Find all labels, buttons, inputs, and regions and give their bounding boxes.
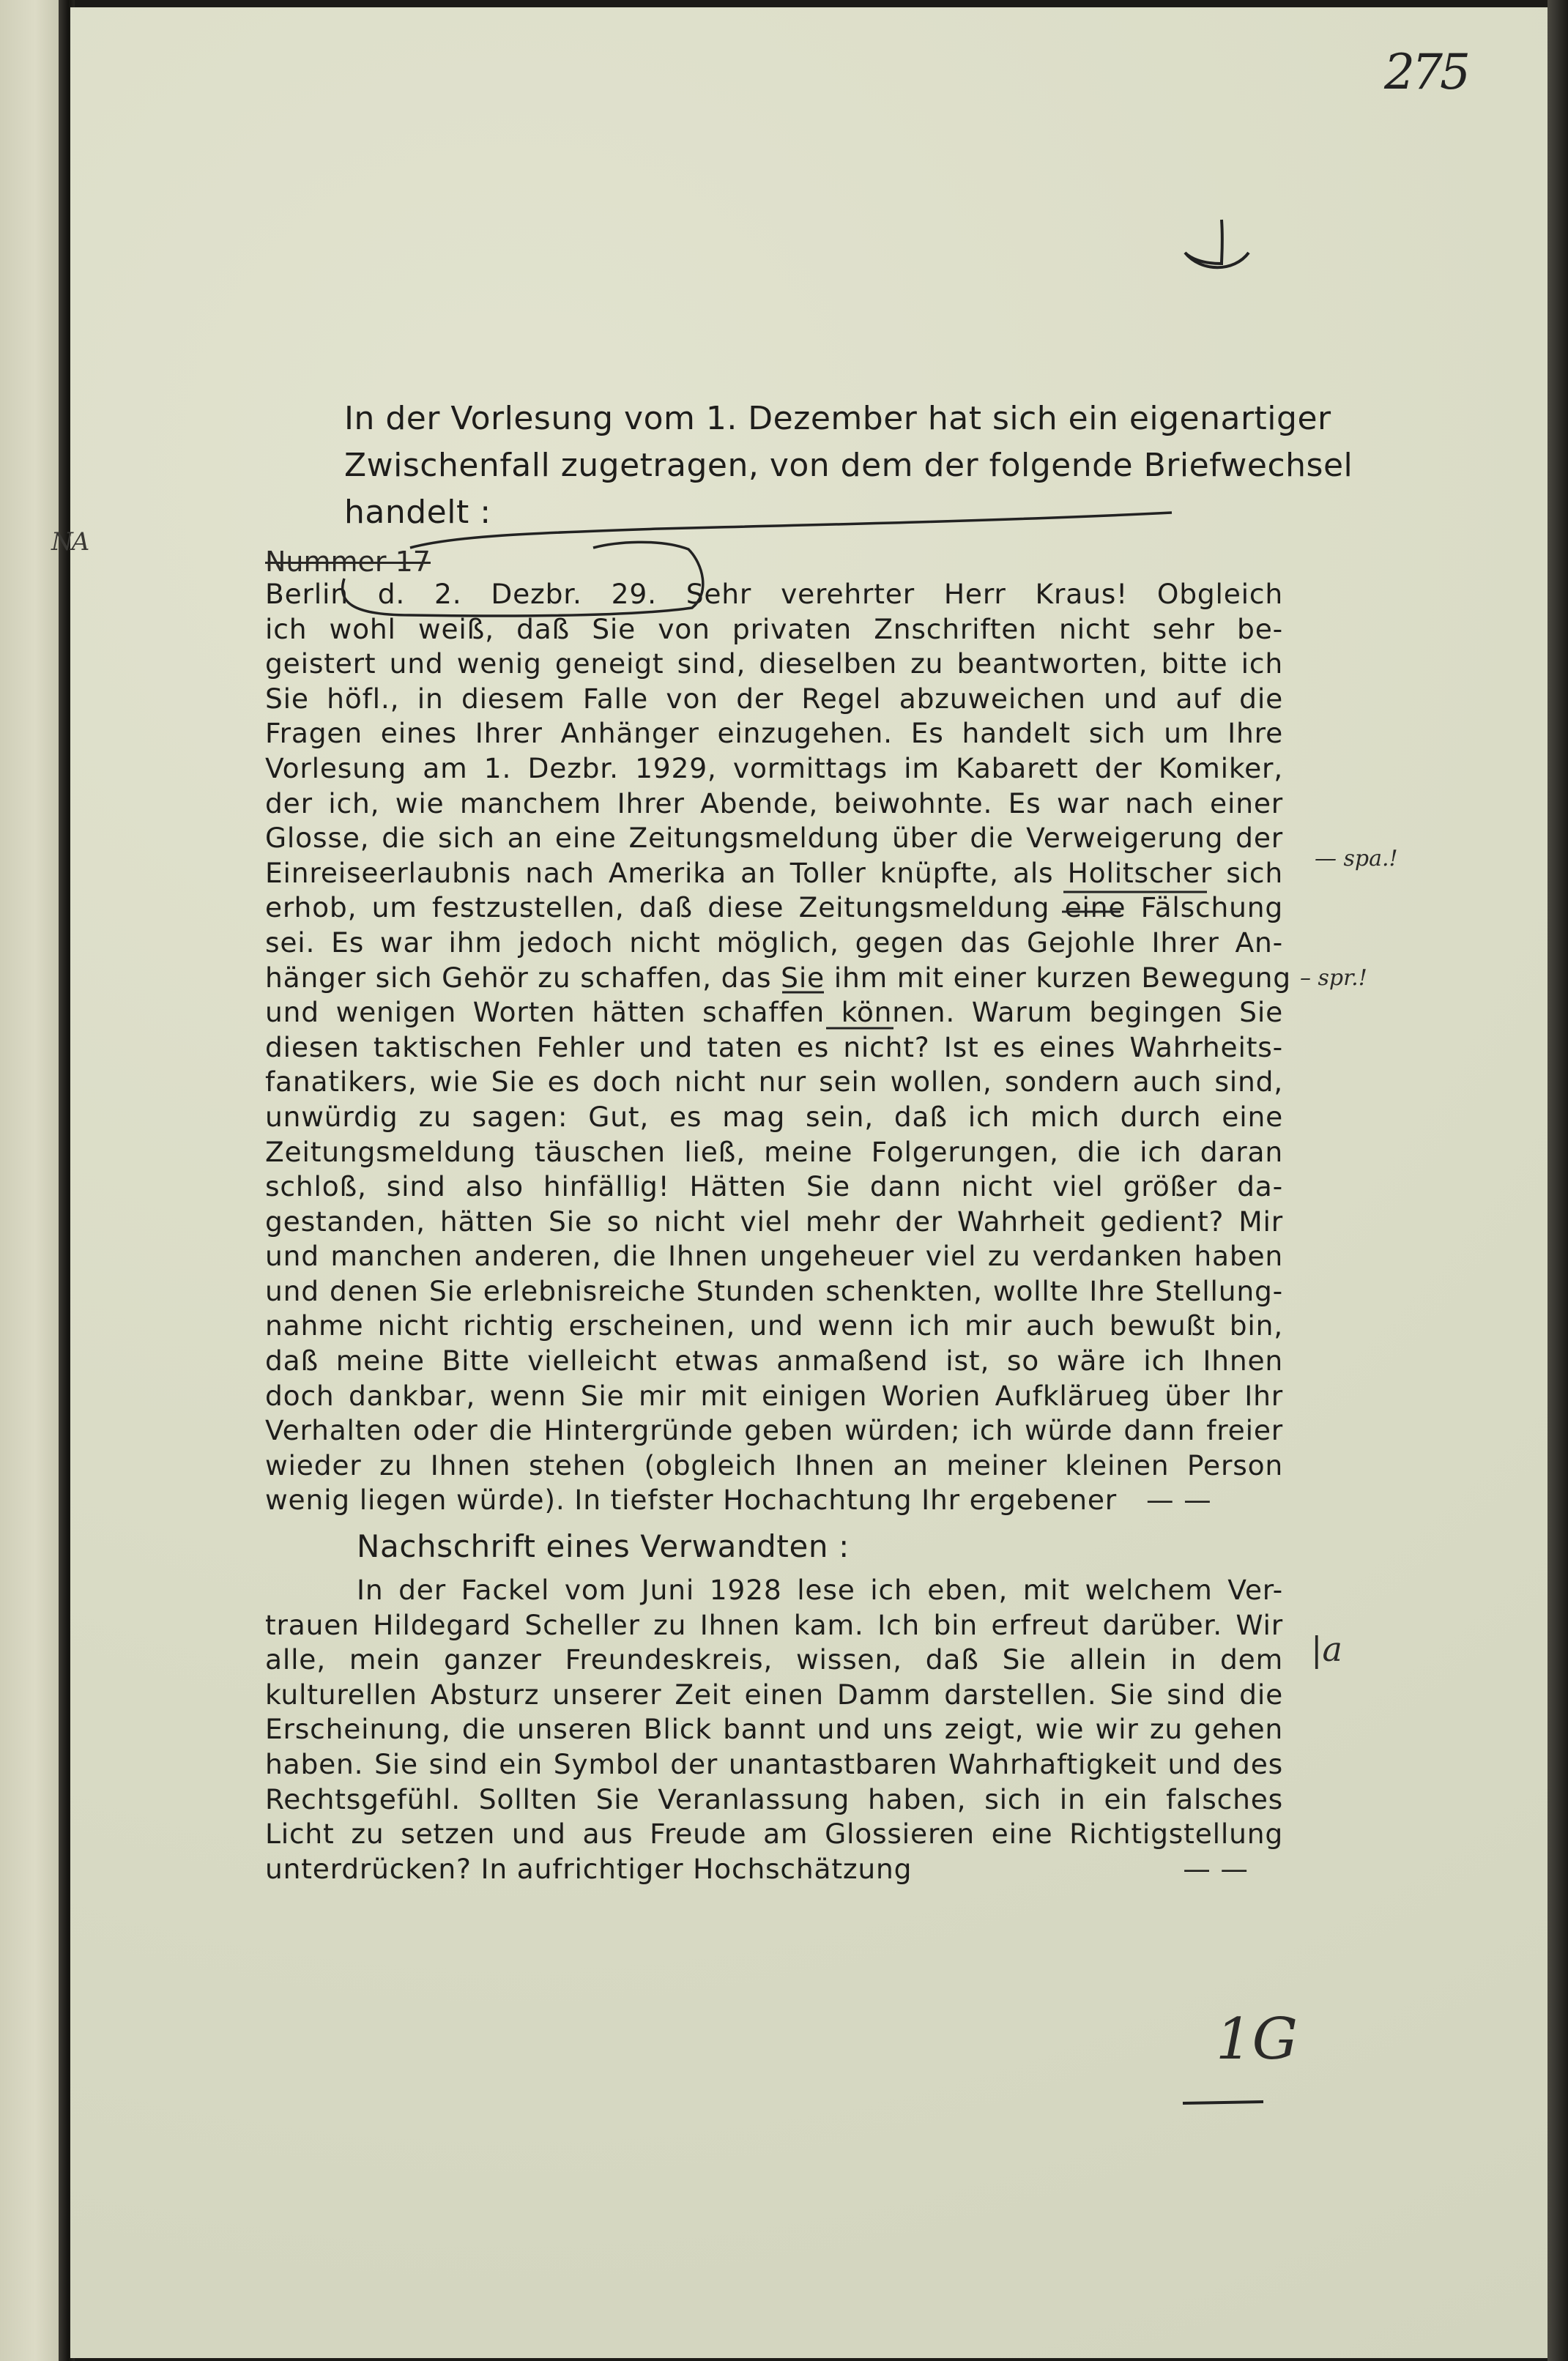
postscript-line-last [265, 1852, 1283, 1887]
letter-body [265, 577, 1291, 1518]
letter-line: wieder zu Ihnen stehen (obgleich Ihnen an meiner kleinen Person [265, 1449, 1283, 1481]
letter-dash: — — [1146, 1484, 1212, 1517]
letter-line: Fragen eines Ihrer Anhänger einzugehen. Es handelt sich um Ihre [265, 717, 1283, 750]
intro-line: Zwischenfall zugetragen, von dem der folgende Briefwechsel [344, 447, 1353, 484]
letter-line: erhob, um festzustellen, daß diese Zeitungsmeldung eine Fälschung [265, 891, 1283, 924]
letter-line: der ich, wie manchem Ihrer Abende, beiwohnte. Es war nach einer [265, 787, 1283, 819]
letter-line: doch dankbar, wenn Sie mir mit einigen Worien Aufkläruеg über Ihr [265, 1379, 1283, 1412]
letter-closing: wenig liegen würde). In tiefster Hochachtung Ihr ergebener [265, 1484, 1118, 1517]
letter-line: Einreiseerlaubnis nach Amerika an Toller knüpfte, als Holitscher sich [265, 856, 1283, 889]
letter-line: schloß, sind also hinfällig! Hätten Sie dann nicht viel größer da- [265, 1170, 1283, 1203]
letter-line: fanatikers, wie Sie es doch nicht nur sein wollen, sondern auch sind, [265, 1066, 1283, 1098]
letter-line: daß meine Bitte vielleicht etwas anmaßend ist, so wäre ich Ihnen [265, 1345, 1283, 1377]
letter-line: Berlin d. 2. Dezbr. 29. Sehr verehrter Herr Kraus! Obgleich [265, 578, 1283, 610]
intro-paragraph [344, 395, 1353, 536]
postscript-line: haben. Sie sind ein Symbol der unantastbaren Wahrhaftigkeit und des [265, 1747, 1283, 1780]
letter-line-last [265, 1483, 1283, 1518]
marginal-note-la: |a [1311, 1629, 1342, 1669]
marginal-note-right-1: — spa.! [1315, 846, 1398, 871]
marginal-note-left: NA [51, 527, 89, 557]
postscript-heading: Nachschrift eines Verwandten : [357, 1528, 850, 1564]
postscript-closing: unterdrücken? In aufrichtiger Hochschätzung [265, 1852, 913, 1885]
struck-heading: Nummer 17 [265, 546, 431, 578]
facing-page-edge [0, 0, 59, 2361]
marginal-note-right-2: – spr.! [1300, 965, 1367, 991]
letter-line: Sie höfl., in diesem Falle von der Regel abzuweichen und auf die [265, 682, 1283, 715]
postscript-line: In der Fackel vom Juni 1928 lese ich eben, mit welchem Ver- [357, 1574, 1283, 1606]
intro-line: handelt : [344, 494, 491, 531]
letter-line: gestanden, hätten Sie so nicht viel mehr der Wahrheit gedient? Mir [265, 1205, 1283, 1238]
postscript-line: kulturellen Absturz unserer Zeit einen Damm darstellen. Sie sind die [265, 1678, 1283, 1711]
letter-line: Glosse, die sich an eine Zeitungsmeldung über die Verweigerung der [265, 822, 1283, 855]
intro-line: In der Vorlesung vom 1. Dezember hat sich ein eigenartiger [344, 400, 1331, 437]
marginal-note-1g: 1G [1216, 2007, 1298, 2072]
letter-line: geistert und wenig geneigt sind, dieselben zu beantworten, bitte ich [265, 647, 1283, 680]
page-right-edge [1547, 0, 1568, 2361]
letter-line: und manchen anderen, die Ihnen ungeheuer viel zu verdanken haben [265, 1240, 1283, 1273]
letter-line: und denen Sie erlebnisreiche Stunden schenkten, wollte Ihre Stellung- [265, 1274, 1283, 1307]
postscript-line: Licht zu setzen und aus Freude am Glossieren eine Richtigstellung [265, 1818, 1283, 1851]
letter-line: hänger sich Gehör zu schaffen, das Sie ihm mit einer kurzen Bewegung [265, 961, 1291, 994]
postscript-dash: — — [1183, 1852, 1249, 1885]
letter-line: Verhalten oder die Hintergründe geben würden; ich würde dann freier [265, 1414, 1283, 1447]
letter-line: sei. Es war ihm jedoch nicht möglich, gegen das Gejohle Ihrer An- [265, 926, 1283, 959]
letter-line: Zeitungsmeldung täuschen ließ, meine Folgerungen, die ich daran [265, 1135, 1283, 1168]
postscript-line: Erscheinung, die unseren Blick bannt und uns zeigt, wie wir zu gehen [265, 1713, 1283, 1746]
letter-line: unwürdig zu sagen: Gut, es mag sein, daß ich mich durch eine [265, 1100, 1283, 1133]
folio-number: 275 [1384, 44, 1468, 100]
letter-line: Vorlesung am 1. Dezbr. 1929, vormittags im Kabarett der Komiker, [265, 751, 1283, 784]
letter-line: und wenigen Worten hätten schaffen können. Warum begingen Sie [265, 996, 1283, 1029]
postscript-body [265, 1573, 1283, 1886]
postscript-line: Rechtsgefühl. Sollten Sie Veranlassung haben, sich in ein falsches [265, 1782, 1283, 1815]
letter-line: diesen taktischen Fehler und taten es nicht? Ist es eines Wahrheits- [265, 1030, 1283, 1063]
postscript-line: alle, mein ganzer Freundeskreis, wissen, daß Sie allein in dem [265, 1643, 1283, 1676]
letter-line: ich wohl weiß, daß Sie von privaten Znschriften nicht sehr be- [265, 612, 1283, 645]
letter-line: nahme nicht richtig erscheinen, und wenn ich mir auch bewußt bin, [265, 1309, 1283, 1342]
postscript-line: trauen Hildegard Scheller zu Ihnen kam. Ich bin erfreut darüber. Wir [265, 1608, 1283, 1641]
